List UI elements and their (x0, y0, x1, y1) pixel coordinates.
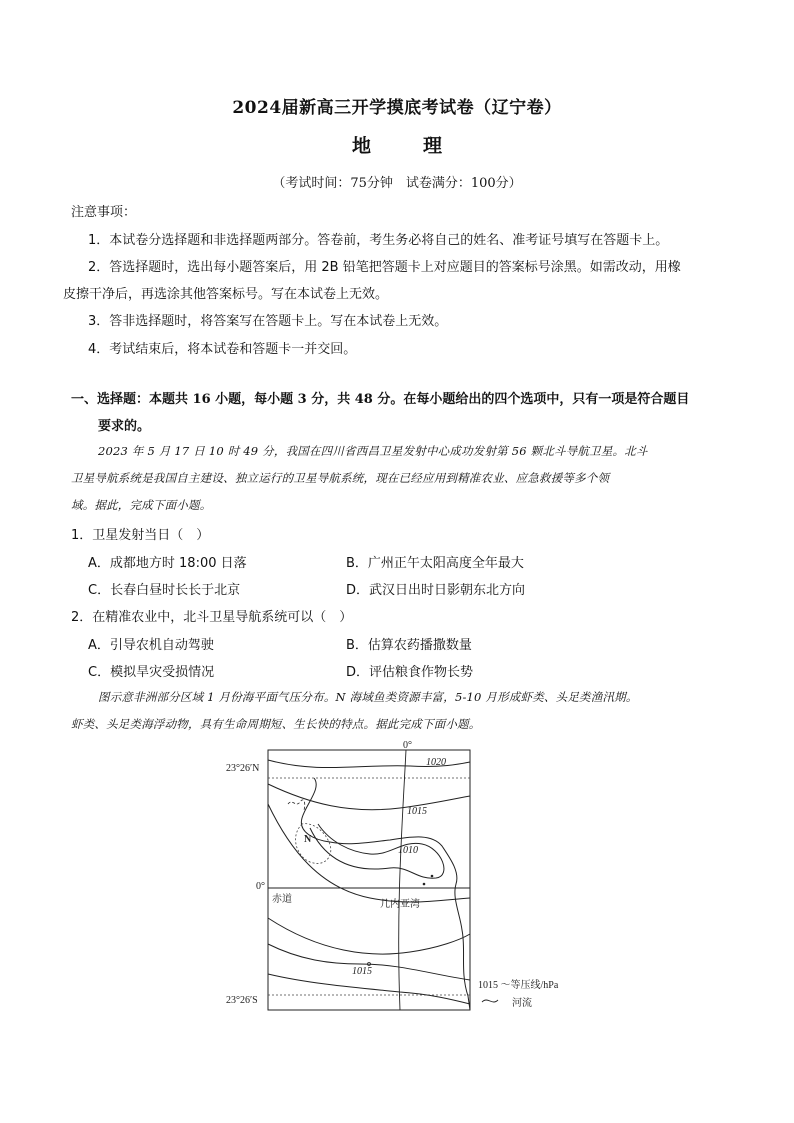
question-1-option-a[interactable]: A．成都地方时 18:00 日落 (88, 556, 247, 571)
exam-title: 2024届新高三开学摸底考试卷（辽宁卷） (232, 98, 562, 118)
isobar-label-1015-north: 1015 (407, 806, 427, 817)
notice-item-4: 4．考试结束后，将本试卷和答题卡一并交回。 (88, 342, 357, 357)
lon-label-zero: 0° (403, 740, 412, 751)
question-1-option-d[interactable]: D．武汉日出时日影朝东北方向 (346, 583, 526, 598)
isobar-south-1 (268, 918, 470, 954)
equator-label: 赤道 (272, 894, 292, 905)
gulf-label: 几内亚湾 (380, 899, 420, 910)
subject-char-2: 理 (423, 135, 443, 157)
isobar-label-1020: 1020 (426, 757, 446, 768)
isobar-1015-north (268, 784, 470, 810)
lat-label-south: 23°26′S (226, 995, 258, 1006)
legend-river-symbol (482, 1000, 498, 1002)
question-2-option-b[interactable]: B．估算农药播撒数量 (346, 638, 472, 653)
notice-item-3: 3．答非选择题时，将答案写在答题卡上。写在本试卷上无效。 (88, 314, 448, 329)
question-2-stem: 2．在精准农业中，北斗卫星导航系统可以（ ） (71, 610, 353, 625)
isobar-label-1015-south: 1015 (352, 966, 372, 977)
question-2-option-a[interactable]: A．引导农机自动驾驶 (88, 638, 214, 653)
island-2 (423, 883, 426, 886)
section1-heading: 一、选择题：本题共 16 小题，每小题 3 分，共 48 分。在每小题给出的四个选项中，只有一项是符合题目 (71, 392, 690, 407)
material2-line-2: 虾类、头足类海浮动物，具有生命周期短、生长快的特点。据此完成下面小题。 (71, 717, 481, 731)
notice-item-1: 1．本试卷分选择题和非选择题两部分。答卷前，考生务必将自己的姓名、准考证号填写在答题卡上。 (88, 233, 669, 248)
material2-line-1: 图示意非洲部分区域 1 月份海平面气压分布。N 海域鱼类资源丰富，5-10 月形成虾类、头足类渔汛期。 (98, 690, 638, 704)
question-1-stem: 1．卫星发射当日（ ） (71, 528, 210, 543)
isobar-south-3 (268, 974, 470, 1004)
prime-meridian (399, 750, 406, 1010)
lat-label-equator: 0° (256, 881, 265, 892)
question-1-option-b[interactable]: B．广州正午太阳高度全年最大 (346, 556, 524, 571)
pressure-map (210, 738, 580, 1018)
river (288, 800, 305, 810)
notice-heading: 注意事项： (71, 205, 137, 220)
material1-line-2: 卫星导航系统是我国自主建设、独立运行的卫星导航系统，现在已经应用到精准农业、应急救援等多个领 (71, 471, 610, 485)
subject-char-1: 地 (351, 135, 371, 157)
sea-area-n (296, 824, 331, 864)
legend-river: 河流 (512, 998, 532, 1009)
question-2-option-c[interactable]: C．模拟旱灾受损情况 (88, 665, 215, 680)
notice-item-2: 2．答选择题时，选出每小题答案后，用 2B 铅笔把答题卡上对应题目的答案标号涂黑。如需改动，用橡 (88, 260, 681, 275)
exam-info: （考试时间：75分钟 试卷满分：100分） (272, 176, 522, 191)
subject-title (0, 131, 794, 158)
isobar-1010 (310, 824, 444, 878)
question-1-option-c[interactable]: C．长春白昼时长长于北京 (88, 583, 241, 598)
notice-item-2-cont: 皮擦干净后，再选涂其他答案标号。写在本试卷上无效。 (63, 287, 389, 302)
section1-heading-cont: 要求的。 (98, 419, 151, 434)
sea-label-n: N (304, 834, 312, 845)
isobar-north-2 (268, 804, 470, 902)
material1-line-3: 域。据此，完成下面小题。 (71, 498, 212, 512)
legend-isobar: 1015 ～等压线/hPa (478, 980, 559, 991)
lat-label-north: 23°26′N (226, 763, 260, 774)
question-2-option-d[interactable]: D．评估粮食作物长势 (346, 665, 474, 680)
material1-line-1: 2023 年 5 月 17 日 10 时 49 分，我国在四川省西昌卫星发射中心成功发射第 56 颗北斗导航卫星。北斗 (98, 444, 648, 458)
isobar-label-1010: 1010 (398, 845, 418, 856)
island-1 (431, 875, 434, 878)
